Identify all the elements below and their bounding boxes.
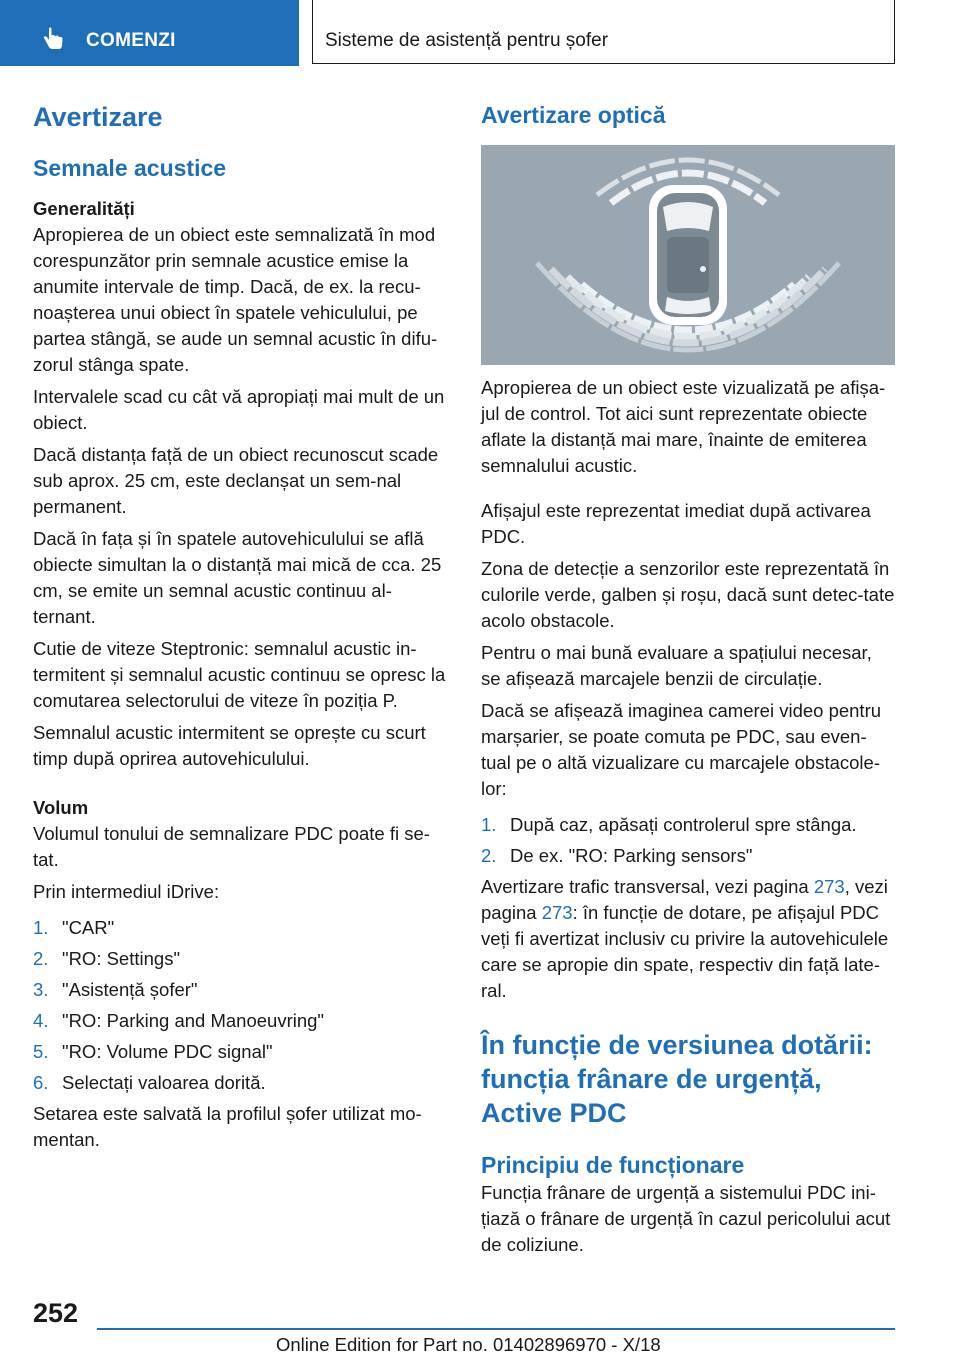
paragraph: Zona de detecție a senzorilor este reprezentată în culorile verde, galben și roșu, dacă sunt detec‐tate acolo obstacole. bbox=[481, 558, 895, 631]
list-item bbox=[481, 843, 895, 869]
page-number: 252 bbox=[33, 1298, 79, 1328]
step-text: "RO: Parking and Manoeuvring" bbox=[62, 1010, 324, 1031]
hand-pointer-icon bbox=[40, 26, 66, 52]
paragraph: Semnalul acustic intermitent se oprește cu scurt timp după oprirea autovehiculului. bbox=[33, 722, 426, 769]
step-text: Selectați valoarea dorită. bbox=[62, 1072, 266, 1093]
step-number: 2. bbox=[33, 948, 49, 969]
right-column bbox=[481, 100, 895, 1258]
camera-steps-list bbox=[481, 812, 895, 869]
paragraph: Dacă distanța față de un obiect recunoscut scade sub aprox. 25 cm, este declanșat un sem‐nal permanent. bbox=[33, 444, 439, 517]
paragraph: Cutie de viteze Steptronic: semnalul acustic in‐termitent și semnalul acustic continuu se opresc la comutarea selectorului de viteze în poziția P. bbox=[33, 638, 446, 711]
heading-avertizare: Avertizare bbox=[33, 102, 163, 132]
paragraph: Intervalele scad cu cât vă apropiați mai mult de un obiect. bbox=[33, 386, 445, 433]
paragraph: Dacă se afișează imaginea camerei video pentru marșarier, se poate comuta pe PDC, sau even‐tual pe o altă vizualizare cu marcajele obstacole‐lor: bbox=[481, 700, 882, 799]
paragraph: Apropierea de un obiect este semnalizată în mod corespunzător prin semnale acustice emise la anumite intervale de timp. Dacă, de ex. la recu‐noașterea unui obiect în spatele vehiculului, pe partea stângă, se aude un semnal acustic în difu‐zorul stânga spate. bbox=[33, 224, 438, 375]
heading-avertizare-optica: Avertizare optică bbox=[481, 102, 666, 128]
step-number: 3. bbox=[33, 979, 49, 1000]
section-tab[interactable] bbox=[0, 0, 299, 66]
text-run: , vezi pagina bbox=[481, 876, 888, 923]
footer-divider bbox=[97, 1328, 895, 1330]
text-run: Avertizare trafic transversal, vezi pagina bbox=[481, 876, 814, 897]
list-item bbox=[33, 1039, 448, 1065]
list-item bbox=[33, 915, 448, 941]
step-number: 6. bbox=[33, 1072, 49, 1093]
step-text: "RO: Settings" bbox=[62, 948, 181, 969]
step-number: 4. bbox=[33, 1010, 49, 1031]
left-column bbox=[33, 100, 448, 1153]
heading-active-pdc: În funcție de versiunea dotării: funcția frânare de urgență, Active PDC bbox=[481, 1030, 873, 1128]
paragraph: Apropierea de un obiect este vizualizată pe afișa‐jul de control. Tot aici sunt reprezentate obiecte aflate la distanță mai mare, înainte de emiterea semnalului acustic. bbox=[481, 377, 886, 476]
chapter-title: Sisteme de asistență pentru șofer bbox=[325, 30, 609, 51]
paragraph: Volumul tonului de semnalizare PDC poate fi se‐tat. bbox=[33, 823, 430, 870]
list-item bbox=[33, 977, 448, 1003]
heading-principiu: Principiu de funcționare bbox=[481, 1152, 745, 1178]
paragraph: Dacă în fața și în spatele autovehiculului se află obiecte simultan la o distanță mai mică de cca. 25 cm, se emite un semnal acustic continuu al‐ternant. bbox=[33, 528, 442, 627]
idrive-steps-list bbox=[33, 915, 448, 1096]
footer-edition: Online Edition for Part no. 01402896970 - X/18 bbox=[276, 1334, 661, 1355]
paragraph: Setarea este salvată la profilul șofer utilizat mo‐mentan. bbox=[33, 1103, 422, 1150]
text-run: : în funcție de dotare, pe afișajul PDC veți fi avertizat inclusiv cu privire la autovehiculele care se apropie din spate, respectiv din față late‐ral. bbox=[481, 902, 889, 1001]
step-text: "RO: Volume PDC signal" bbox=[62, 1041, 273, 1062]
step-text: "CAR" bbox=[62, 917, 115, 938]
page-link-273[interactable]: 273 bbox=[813, 876, 845, 897]
step-text: După caz, apăsați controlerul spre stânga. bbox=[510, 814, 857, 835]
step-number: 5. bbox=[33, 1041, 49, 1062]
paragraph: Funcția frânare de urgență a sistemului PDC ini‐țiază o frânare de urgență în cazul pericolului acut de coliziune. bbox=[481, 1182, 891, 1255]
car-top-view bbox=[649, 185, 727, 325]
step-text: "Asistență șofer" bbox=[62, 979, 198, 1000]
list-item bbox=[33, 946, 448, 972]
pdc-display-illustration bbox=[481, 145, 895, 365]
step-number: 1. bbox=[481, 814, 497, 835]
step-number: 1. bbox=[33, 917, 49, 938]
list-item bbox=[33, 1008, 448, 1034]
list-item bbox=[33, 1070, 448, 1096]
heading-semnale-acustice: Semnale acustice bbox=[33, 155, 227, 181]
paragraph: Afișajul este reprezentat imediat după activarea PDC. bbox=[481, 500, 871, 547]
step-number: 2. bbox=[481, 845, 497, 866]
paragraph: Pentru o mai bună evaluare a spațiului necesar, se afișează marcajele benzii de circulație. bbox=[481, 642, 872, 689]
chapter-header bbox=[312, 0, 895, 64]
heading-volum: Volum bbox=[33, 797, 89, 818]
paragraph: Prin intermediul iDrive: bbox=[33, 881, 220, 902]
list-item bbox=[481, 812, 895, 838]
step-text: De ex. "RO: Parking sensors" bbox=[510, 845, 753, 866]
section-tab-label: COMENZI bbox=[86, 30, 176, 51]
page-link-273[interactable]: 273 bbox=[541, 902, 573, 923]
paragraph-cross-traffic bbox=[481, 874, 895, 1004]
heading-generalitati: Generalități bbox=[33, 198, 135, 219]
